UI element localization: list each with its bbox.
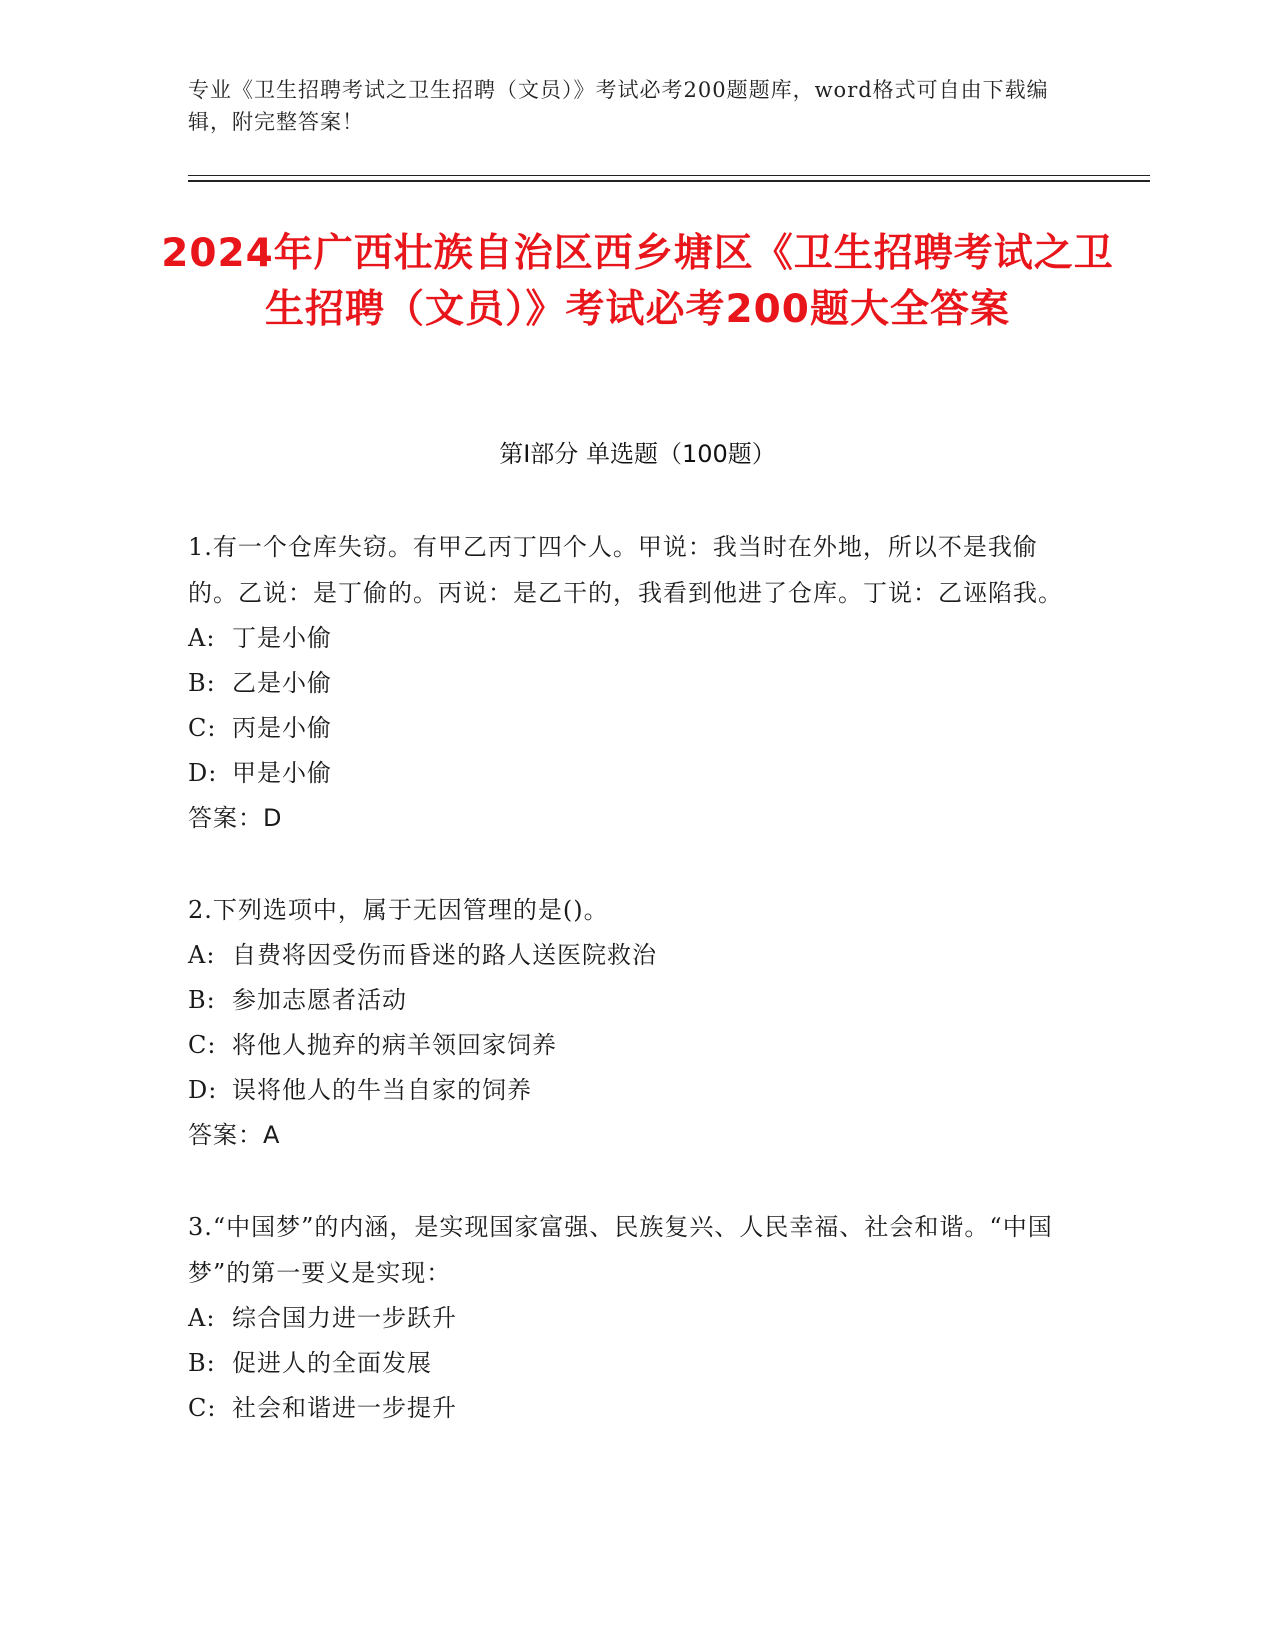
option-key: B: <box>188 1349 216 1377</box>
option-a <box>188 933 1068 978</box>
option-key: C: <box>188 1394 217 1422</box>
option-b <box>188 978 1068 1023</box>
header-divider-top <box>188 175 1150 176</box>
option-text: 社会和谐进一步提升 <box>232 1394 457 1422</box>
document-title: 2024年广西壮族自治区西乡塘区《卫生招聘考试之卫生招聘（文员）》考试必考200题大全答案 <box>161 231 1114 332</box>
option-key: B: <box>188 669 216 697</box>
question-2 <box>188 887 1068 1158</box>
option-d <box>188 1068 1068 1113</box>
option-key: A: <box>188 1304 216 1332</box>
question-list <box>188 524 1068 1477</box>
option-b <box>188 661 1068 706</box>
option-text: 乙是小偷 <box>232 669 332 697</box>
question-stem: 2.下列选项中，属于无因管理的是()。 <box>188 896 609 924</box>
option-text: 综合国力进一步跃升 <box>232 1304 457 1332</box>
option-c <box>188 1023 1068 1068</box>
header-divider-bottom <box>188 180 1150 182</box>
option-text: 误将他人的牛当自家的饲养 <box>232 1076 532 1104</box>
header-note: 专业《卫生招聘考试之卫生招聘（文员）》考试必考200题题库，word格式可自由下载编辑，附完整答案！ <box>188 78 1049 134</box>
section-title: 第Ⅰ部分 单选题（100题） <box>499 440 776 468</box>
option-key: A: <box>188 624 216 652</box>
option-key: A: <box>188 941 216 969</box>
option-text: 将他人抛弃的病羊领回家饲养 <box>232 1031 557 1059</box>
option-text: 丁是小偷 <box>232 624 332 652</box>
answer-line: 答案：D <box>188 804 283 832</box>
option-b <box>188 1341 1068 1386</box>
answer-line: 答案：A <box>188 1121 281 1149</box>
option-key: C: <box>188 714 217 742</box>
question-stem: 3.“中国梦”的内涵，是实现国家富强、民族复兴、人民幸福、社会和谐。“中国梦”的第一要义是实现： <box>188 1213 1053 1287</box>
option-d <box>188 751 1068 796</box>
question-stem: 1.有一个仓库失窃。有甲乙丙丁四个人。甲说：我当时在外地，所以不是我偷的。乙说：是丁偷的。丙说：是乙干的，我看到他进了仓库。丁说：乙诬陷我。 <box>188 533 1063 607</box>
option-c <box>188 706 1068 751</box>
option-a <box>188 1296 1068 1341</box>
option-key: D: <box>188 1076 218 1104</box>
option-a <box>188 616 1068 661</box>
option-text: 丙是小偷 <box>232 714 332 742</box>
option-key: C: <box>188 1031 217 1059</box>
option-text: 自费将因受伤而昏迷的路人送医院救治 <box>232 941 657 969</box>
option-text: 参加志愿者活动 <box>232 986 407 1014</box>
question-1 <box>188 524 1068 841</box>
option-key: B: <box>188 986 216 1014</box>
option-text: 甲是小偷 <box>232 759 332 787</box>
option-text: 促进人的全面发展 <box>232 1349 432 1377</box>
question-3 <box>188 1204 1068 1431</box>
option-key: D: <box>188 759 218 787</box>
option-c <box>188 1386 1068 1431</box>
